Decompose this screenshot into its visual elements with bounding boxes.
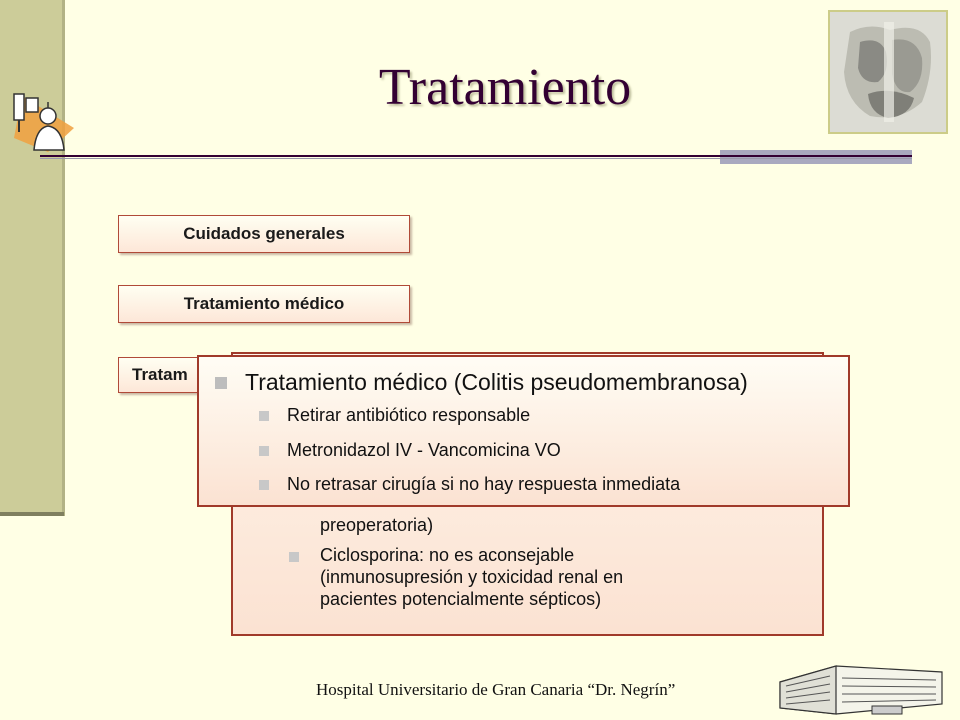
popup-front-item-text: Retirar antibiótico responsable bbox=[287, 405, 531, 425]
tag-tratamiento-quirurgico[interactable] bbox=[118, 357, 208, 393]
footer-text: Hospital Universitario de Gran Canaria “Dr. Negrín” bbox=[316, 680, 676, 699]
bullet-icon bbox=[259, 411, 269, 421]
popup-front-item-text: Metronidazol IV - Vancomicina VO bbox=[287, 440, 561, 460]
popup-back-line: (inmunosupresión y toxicidad renal en bbox=[320, 567, 624, 587]
bullet-icon bbox=[259, 480, 269, 490]
tag-label: Tratam bbox=[132, 365, 188, 384]
tag-tratamiento-medico[interactable] bbox=[118, 285, 410, 323]
title-rule bbox=[40, 155, 912, 157]
tag-cuidados-generales[interactable] bbox=[118, 215, 410, 253]
popup-back-line: Ciclosporina: no es aconsejable bbox=[320, 545, 575, 565]
bullet-icon bbox=[289, 552, 299, 562]
title-rule-shadow bbox=[40, 158, 912, 159]
popup-back-item bbox=[320, 544, 623, 610]
tag-label: Cuidados generales bbox=[183, 224, 345, 243]
popup-back-partial-text: preoperatoria) bbox=[320, 515, 434, 535]
slide-title: Tratamiento bbox=[378, 59, 632, 116]
bullet-icon bbox=[259, 446, 269, 456]
left-decor-line bbox=[0, 512, 64, 516]
bullet-icon bbox=[215, 377, 227, 389]
tag-label: Tratamiento médico bbox=[183, 294, 345, 313]
title-rule-accent bbox=[720, 150, 912, 164]
hospital-building-icon bbox=[776, 662, 946, 718]
popup-front-item-text: No retrasar cirugía si no hay respuesta inmediata bbox=[287, 474, 681, 494]
popup-back-line: pacientes potencialmente sépticos) bbox=[320, 589, 602, 609]
xray-image bbox=[828, 10, 948, 134]
popup-front-heading-text: Tratamiento médico (Colitis pseudomembranosa) bbox=[245, 369, 748, 395]
popup-front bbox=[197, 355, 850, 507]
